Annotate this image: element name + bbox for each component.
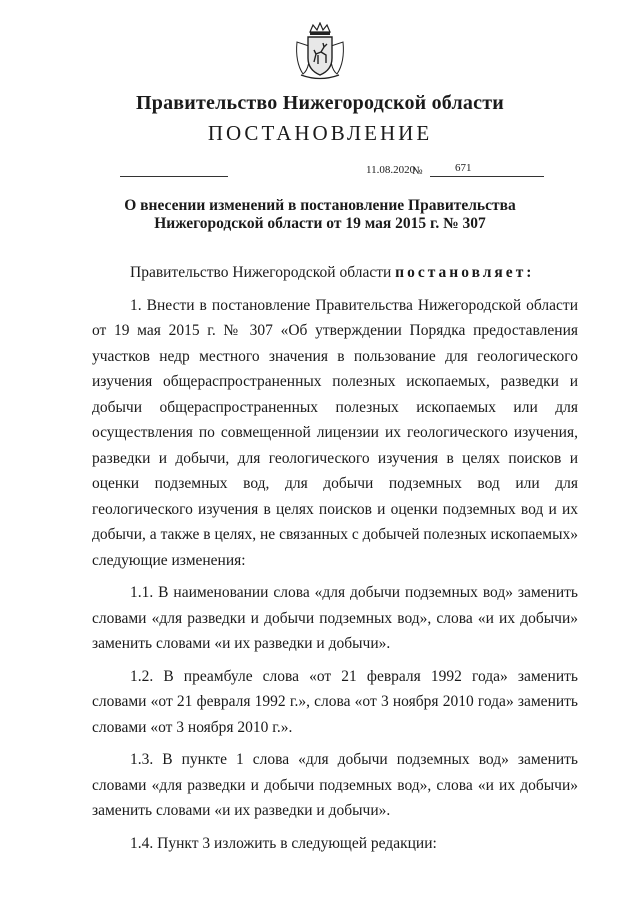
paragraph-1-1: 1.1. В наименовании слова «для добычи подземных вод» заменить словами «для разведки и добычи подземных вод», слова «и их добычи» заменить словами «и их разведки и добычи». (92, 584, 578, 652)
document-body (92, 260, 578, 863)
intro-resolves: постановляет: (395, 264, 535, 281)
document-subject (100, 197, 540, 233)
paragraph-1: 1. Внести в постановление Правительства Нижегородской области от 19 мая 2015 г. № 307 «Об утверждении Порядка предоставления участков недр местного значения в пользование для геологического изучения общераспространенных полезных ископаемых, разведки и добычи общераспространенных полезных ископаемых или для осуществления по совмещенной лицензии их геологического изучения, разведки и добычи, для геологического изучения в целях поисков и оценки подземных вод, для добычи подземных вод или для геологического изучения в целях поисков и оценки подземных вод и их добычи, а также в целях, не связанных с добычей полезных ископаемых» следующие изменения: (92, 296, 578, 569)
intro-prefix: Правительство Нижегородской области (130, 264, 396, 281)
subject-line-1: О внесении изменений в постановление Правительства (124, 197, 516, 214)
document-number: 671 (430, 162, 544, 177)
paragraph-1-4: 1.4. Пункт 3 изложить в следующей редакции: (130, 834, 437, 852)
subject-line-2: Нижегородской области от 19 мая 2015 г. № 307 (154, 215, 486, 232)
government-name: Правительство Нижегородской области (136, 92, 504, 114)
number-sign: № (412, 165, 423, 177)
intro-paragraph (92, 260, 578, 286)
coat-of-arms-icon (293, 22, 347, 80)
signature-line (120, 176, 228, 177)
paragraph-1-2: 1.2. В преамбуле слова «от 21 февраля 1992 года» заменить словами «от 21 февраля 1992 г.», слова «от 3 ноября 2010 года» заменить словами «от 3 ноября 2010 г.». (92, 667, 578, 736)
document-date: 11.08.2020 (366, 164, 416, 176)
paragraph-1-3: 1.3. В пункте 1 слова «для добычи подземных вод» заменить словами «для разведки и добычи подземных вод», слова «и их добычи» заменить словами «и их разведки и добычи». (92, 751, 578, 819)
document-type: ПОСТАНОВЛЕНИЕ (207, 121, 433, 145)
